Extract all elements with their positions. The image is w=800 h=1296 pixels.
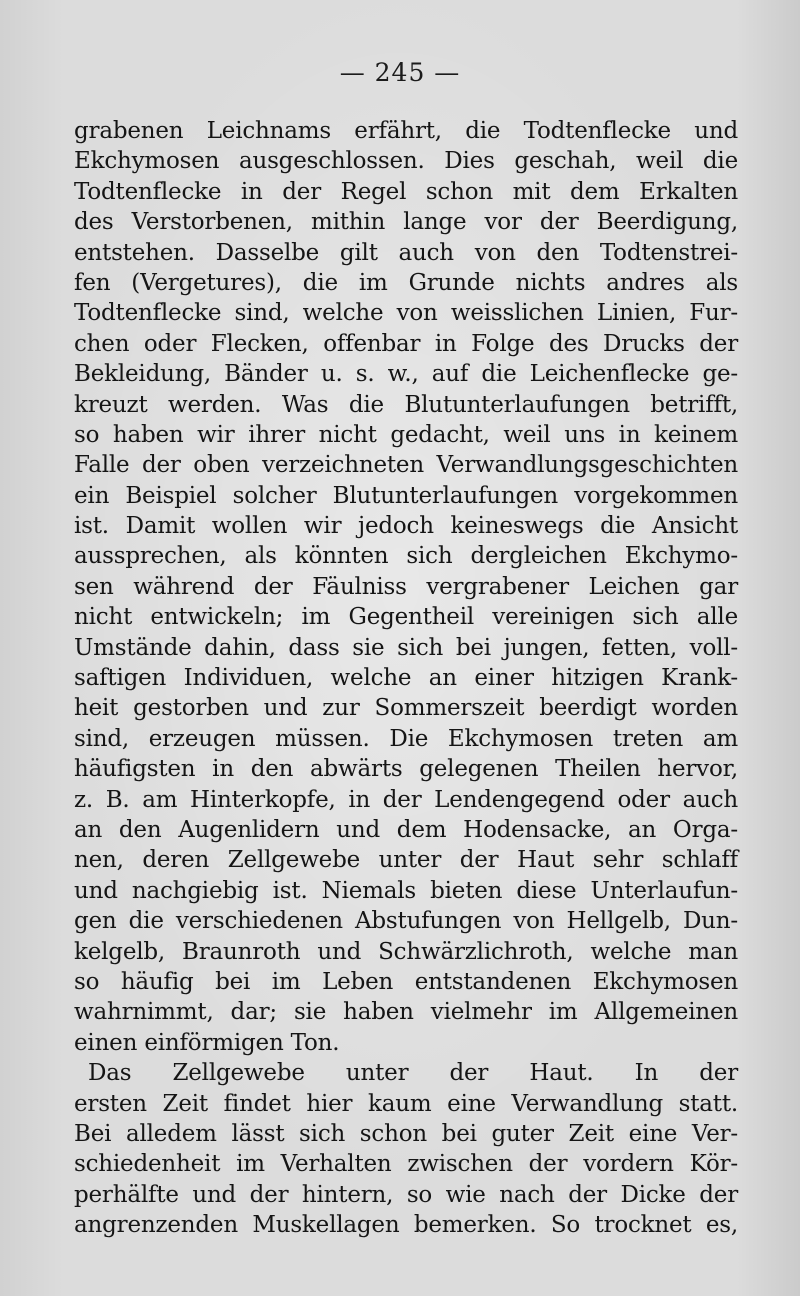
text-line: sen während der Fäulniss vergrabener Leichen gar [74,573,738,600]
text-line: an den Augenlidern und dem Hodensacke, an Orga- [74,816,738,843]
text-line: fen (Vergetures), die im Grunde nichts andres als [74,269,738,296]
section-heading-line: Das Zellgewebe unter der Haut. In der [88,1060,738,1087]
text-line: gen die verschiedenen Abstufungen von Hellgelb, Dun- [74,908,738,935]
text-line: saftigen Individuen, welche an einer hitzigen Krank- [74,665,738,692]
text-line: aussprechen, als könnten sich dergleichen Ekchymo- [74,543,738,570]
text-line: nen, deren Zellgewebe unter der Haut sehr schlaff [74,847,738,874]
text-line: Bei alledem lässt sich schon bei guter Zeit eine Ver- [74,1120,738,1147]
text-line: kelgelb, Braunroth und Schwärzlichroth, welche man [74,938,738,965]
text-line: schiedenheit im Verhalten zwischen der vordern Kör- [74,1151,738,1178]
text-line: wahrnimmt, dar; sie haben vielmehr im Allgemeinen [74,999,738,1026]
text-line: so häufig bei im Leben entstandenen Ekchymosen [74,968,738,995]
text-line: Umstände dahin, dass sie sich bei jungen, fetten, voll- [74,634,738,661]
text-line: grabenen Leichnams erfährt, die Todtenflecke und [74,118,738,144]
text-line: angrenzenden Muskellagen bemerken. So trocknet es, [74,1212,738,1239]
text-line: ein Beispiel solcher Blutunterlaufungen vorgekommen [74,482,738,509]
text-line: ist. Damit wollen wir jedoch keineswegs die Ansicht [74,513,738,540]
text-line: chen oder Flecken, offenbar in Folge des Drucks der [74,330,738,357]
text-line: und nachgiebig ist. Niemals bieten diese Unterlaufun- [74,877,738,904]
text-line: perhälfte und der hintern, so wie nach der Dicke der [74,1181,738,1208]
text-line: z. B. am Hinterkopfe, in der Lendengegend oder auch [74,786,738,813]
text-line: entstehen. Dasselbe gilt auch von den Todtenstrei- [74,239,738,266]
text-line: so haben wir ihrer nicht gedacht, weil uns in keinem [74,421,738,448]
text-line: kreuzt werden. Was die Blutunterlaufungen betrifft, [74,391,738,418]
body-text [74,116,738,1240]
text-line: Falle der oben verzeichneten Verwandlungsgeschichten [74,452,738,479]
text-line: nicht entwickeln; im Gegentheil vereinigen sich alle [74,604,738,631]
text-line: Todtenflecke in der Regel schon mit dem Erkalten [74,178,738,205]
text-line: Todtenflecke sind, welche von weisslichen Linien, Fur- [74,300,738,327]
text-line-paragraph-end: einen einförmigen Ton. [74,1029,340,1056]
text-line: des Verstorbenen, mithin lange vor der Beerdigung, [74,209,738,236]
text-line: heit gestorben und zur Sommerszeit beerdigt worden [74,695,738,722]
page-number-header: — 245 — [339,58,461,87]
text-line: sind, erzeugen müssen. Die Ekchymosen treten am [74,725,738,752]
text-line: häufigsten in den abwärts gelegenen Theilen hervor, [74,756,738,783]
text-line: ersten Zeit findet hier kaum eine Verwandlung statt. [74,1090,738,1117]
text-line: Bekleidung, Bänder u. s. w., auf die Leichenflecke ge- [74,361,738,388]
text-line: Ekchymosen ausgeschlossen. Dies geschah, weil die [74,148,738,175]
